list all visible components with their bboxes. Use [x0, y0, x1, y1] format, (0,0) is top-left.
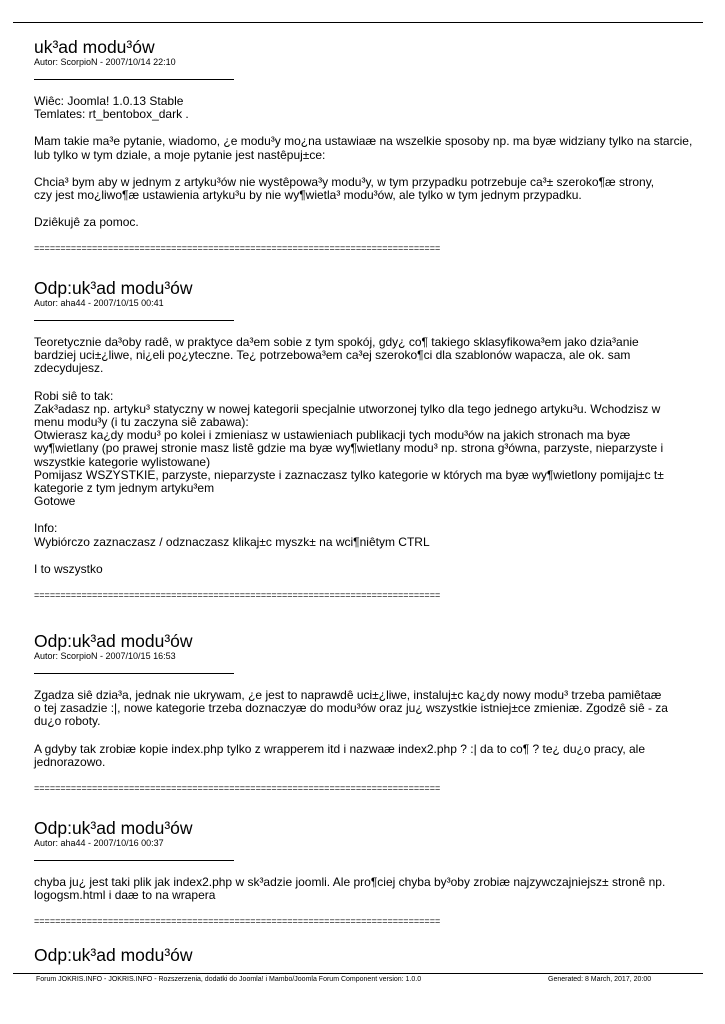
text-line: jednorazowo.: [34, 754, 106, 769]
post-5: [34, 946, 694, 965]
text-line: Otwierasz ka¿dy modu³ po kolei i zmieniasz w ustawieniach publikacji tych modu³ów na jakich stronach ma byæ: [34, 428, 631, 443]
post-title: Odp:uk³ad modu³ów: [34, 278, 193, 298]
post-2: [34, 279, 694, 600]
text-line: wy¶wietlany (po prawej stronie masz listê gdzie ma byæ wy¶wietlany modu³ np. strona g³ówna, parzyste, nieparzyste i: [34, 441, 664, 456]
text-line: Dziêkujê za pomoc.: [34, 215, 139, 230]
post-title: Odp:uk³ad modu³ów: [34, 631, 193, 651]
post-body: [34, 336, 694, 576]
post-separator: =============================================================================: [34, 590, 441, 601]
text-line: I to wszystko: [34, 561, 103, 576]
post-body: [34, 95, 694, 229]
post-separator: =============================================================================: [34, 243, 441, 254]
text-line: Temlates: rt_bentobox_dark .: [34, 107, 189, 122]
paragraph: [34, 336, 694, 376]
text-line: zdecydujesz.: [34, 361, 104, 376]
text-line: Pomijasz WSZYSTKIE, parzyste, nieparzyste i zaznaczasz tylko kategorie w których ma byæ wy¶wietlony pomijaj±c t±: [34, 467, 664, 482]
paragraph: [34, 876, 694, 902]
post-body: [34, 876, 694, 902]
post-title: Odp:uk³ad modu³ów: [34, 818, 193, 838]
text-line: Robi siê to tak:: [34, 388, 114, 403]
header-underline: [34, 673, 234, 674]
paragraph: [34, 390, 694, 509]
text-line: A gdyby tak zrobiæ kopie index.php tylko z wrapperem itd i nazwaæ index2.php ? :| da to co¶ ? te¿ du¿o pracy, ale: [34, 741, 646, 756]
text-line: Info:: [34, 521, 58, 536]
post-3: [34, 632, 694, 793]
paragraph: [34, 95, 694, 121]
paragraph: [34, 743, 694, 769]
post-title: Odp:uk³ad modu³ów: [34, 945, 193, 965]
header-underline: [34, 79, 234, 80]
header-underline: [34, 320, 234, 321]
post-meta: Autor: ScorpioN - 2007/10/14 22:10: [34, 57, 176, 67]
top-rule: [13, 22, 703, 23]
text-line: lub tylko w tym dziale, a moje pytanie jest nastêpuj±ce:: [34, 147, 326, 162]
post-separator: =============================================================================: [34, 783, 441, 794]
post-meta: Autor: aha44 - 2007/10/15 00:41: [34, 298, 164, 308]
footer-rule: [13, 973, 703, 974]
header-underline: [34, 860, 234, 861]
text-line: Mam takie ma³e pytanie, wiadomo, ¿e modu³y mo¿na ustawiaæ na wszelkie sposoby np. ma byæ widziany tylko na starcie,: [34, 134, 693, 149]
text-line: Wybiórczo zaznaczasz / odznaczasz klikaj±c myszk± na wci¶niêtym CTRL: [34, 534, 430, 549]
post-meta: Autor: aha44 - 2007/10/16 00:37: [34, 838, 164, 848]
text-line: Gotowe: [34, 494, 76, 509]
text-line: czy jest mo¿liwo¶æ ustawienia artyku³u by nie wy¶wietla³ modu³ów, ale tylko w tym jednym przypadku.: [34, 188, 582, 203]
text-line: Wiêc: Joomla! 1.0.13 Stable: [34, 94, 184, 108]
text-line: menu modu³y (i tu zaczyna siê zabawa):: [34, 415, 249, 430]
text-line: Chcia³ bym aby w jednym z artyku³ów nie wystêpowa³y modu³y, w tym przypadku potrzebuje ca³± szeroko¶æ strony,: [34, 174, 655, 189]
text-line: du¿o roboty.: [34, 714, 101, 729]
paragraph: [34, 176, 694, 202]
post-body: [34, 689, 694, 769]
post-separator: =============================================================================: [34, 916, 441, 927]
post-meta: Autor: ScorpioN - 2007/10/15 16:53: [34, 651, 176, 661]
text-line: Zak³adasz np. artyku³ statyczny w nowej kategorii specjalnie utworzonej tylko dla tego jednego artyku³u. Wchodzisz w: [34, 401, 661, 416]
footer-source: Forum JOKRIS.INFO - JOKRIS.INFO - Rozszerzenia, dodatki do Joomla! i Mambo/Joomla Forum Component version: 1.0.0: [36, 976, 422, 983]
text-line: o tej zasadzie :|, nowe kategorie trzeba doznaczyæ do modu³ów oraz ju¿ wszystkie istniej±ce zmieniæ. Zgodzê siê - za: [34, 701, 668, 716]
paragraph: [34, 135, 694, 161]
footer-generated: Generated: 8 March, 2017, 20:00: [548, 976, 652, 983]
text-line: logogsm.html i daæ to na wrapera: [34, 888, 216, 903]
paragraph: [34, 522, 694, 548]
text-line: wszystkie kategorie wylistowane): [34, 454, 211, 469]
text-line: Zgadza siê dzia³a, jednak nie ukrywam, ¿e jest to naprawdê uci±¿liwe, instaluj±c ka¿dy nowy modu³ trzeba pamiêtaæ: [34, 688, 662, 702]
text-line: bardziej uci±¿liwe, ni¿eli po¿yteczne. Te¿ potrzebowa³em ca³ej szeroko¶ci dla szablonów wapacza, ale ok. sam: [34, 348, 631, 363]
paragraph: [34, 216, 694, 229]
post-4: [34, 819, 694, 926]
text-line: kategorie z tym jednym artyku³em: [34, 481, 215, 496]
text-line: chyba ju¿ jest taki plik jak index2.php w sk³adzie joomli. Ale pro¶ciej chyba by³oby zrobiæ najzywczajniejsz± stronê np.: [34, 875, 666, 889]
post-title: uk³ad modu³ów: [34, 37, 155, 57]
text-line: Teoretycznie da³oby radê, w praktyce da³em sobie z tym spokój, gdy¿ co¶ takiego sklasyfikowa³em jako dzia³anie: [34, 335, 639, 349]
paragraph: [34, 689, 694, 729]
paragraph: [34, 563, 694, 576]
post-1: [34, 38, 694, 253]
